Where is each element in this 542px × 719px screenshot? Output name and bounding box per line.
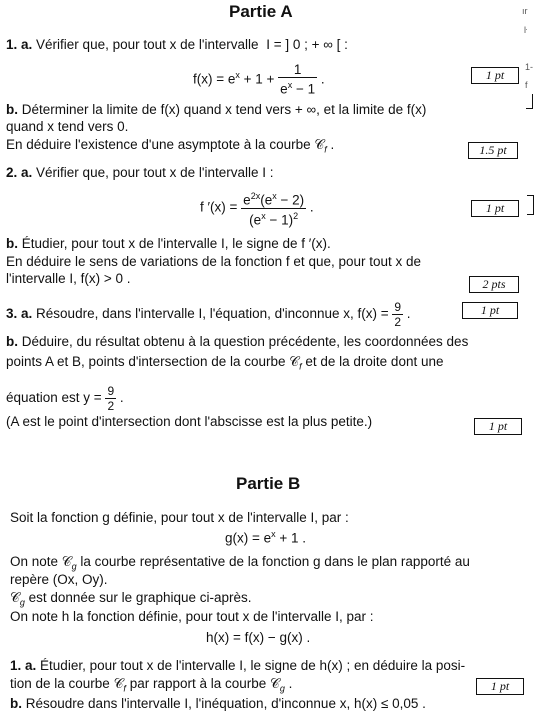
fraction-numerator: 9 <box>394 300 402 314</box>
question-text: Étudier, pour tout x de l'intervalle I, le signe de f ′(x). <box>21 236 331 251</box>
part-b-question-1a-line2: tion de la courbe 𝒞$_f$ par rapport à la courbe 𝒞$_g$ . <box>10 676 293 694</box>
fraction-numerator: 1 <box>278 63 317 78</box>
part-b-title: Partie B <box>236 474 301 493</box>
formula-part: − 1) <box>265 212 294 227</box>
formula-part: f ′(x) = <box>200 199 242 215</box>
question-text: Vérifier que, pour tout x de l'intervalle I : <box>36 165 274 180</box>
formula-h: h(x) = f(x) − g(x) . <box>206 630 311 645</box>
edge-fragment: f <box>525 80 528 90</box>
fraction-numerator: e <box>243 192 251 208</box>
question-number: 1. a. <box>6 37 33 52</box>
formula-part: + 1 + <box>239 71 279 87</box>
question-2b-line3: l'intervalle I, f(x) > 0 . <box>6 271 131 286</box>
question-number: 3. a. <box>6 306 33 322</box>
question-3b-line3: équation est y = $\frac{9}{2}$ . <box>6 384 124 413</box>
bracket-mark <box>526 94 533 109</box>
points-badge: 1 pt <box>474 418 522 435</box>
edge-fragment: ŀ <box>524 25 528 35</box>
question-text: points A et B, points d'intersection de la courbe 𝒞 <box>6 354 300 369</box>
formula-f: $f(x) = e^x + 1$ + $\frac{1}{e^x - 1}$ . <box>193 62 325 97</box>
question-3b-line1 <box>6 334 468 349</box>
interval-definition: I = ] 0 ; + ∞ [ : <box>266 37 348 52</box>
question-text: En déduire l'existence d'une asymptote à la courbe 𝒞 <box>6 137 325 152</box>
question-text: par rapport à la courbe 𝒞 <box>125 676 280 691</box>
fraction-denominator: 2 <box>107 399 115 413</box>
bracket-mark <box>527 195 534 215</box>
note-text: 𝒞 <box>10 590 20 605</box>
question-text: Étudier, pour tout x de l'intervalle I, le signe de h(x) ; en déduire la posi- <box>40 658 466 673</box>
part-b-note2: repère (Ox, Oy). <box>10 572 108 587</box>
part-b-note1: On note 𝒞$_g$ la courbe représentative de la fonction g dans le plan rapporté au <box>10 554 470 572</box>
note-text: la courbe représentative de la fonction g dans le plan rapporté au <box>76 554 470 569</box>
question-1b-line2: quand x tend vers 0. <box>6 119 129 134</box>
edge-fragment: ır <box>522 6 528 16</box>
fraction-denominator: e <box>280 81 288 97</box>
question-number: 2. a. <box>6 165 33 180</box>
question-text: Déterminer la limite de f(x) quand x tend vers + ∞, et la limite de f(x) <box>21 102 427 117</box>
question-2b-line1 <box>6 236 331 251</box>
question-number: b. <box>6 102 18 117</box>
note-text: est donnée sur le graphique ci-après. <box>24 590 252 605</box>
question-text: et de la droite dont une <box>301 354 444 369</box>
question-3b-line2: points A et B, points d'intersection de la courbe 𝒞$_f$ et de la droite dont une <box>6 354 444 372</box>
part-b-note3: 𝒞$_g$ est donnée sur le graphique ci-après. <box>10 590 252 608</box>
formula-part: − 1 <box>292 81 316 97</box>
question-text: Déduire, du résultat obtenu à la question précédente, les coordonnées des <box>21 334 469 349</box>
formula-part: g(x) = e <box>225 530 272 546</box>
question-text: équation est y = <box>6 390 106 406</box>
points-badge: 1.5 pt <box>468 142 518 159</box>
question-2a <box>6 165 274 180</box>
formula-part: (e <box>260 192 273 208</box>
points-badge: 2 pts <box>469 276 519 293</box>
question-text: Résoudre dans l'intervalle I, l'inéquation, d'inconnue x, h(x) ≤ 0,05 . <box>25 696 426 711</box>
points-badge: 1 pt <box>471 67 519 84</box>
formula-fprime: f ′(x) = $\frac{e^{2x}(e^x - 2)}{(e^x - 1)^2}$ . <box>200 191 314 227</box>
question-number: 1. a. <box>10 658 37 673</box>
part-b-note4: On note h la fonction définie, pour tout x de l'intervalle I, par : <box>10 609 374 624</box>
question-text: tion de la courbe 𝒞 <box>10 676 124 691</box>
question-number: b. <box>10 696 22 711</box>
question-3b-line4: (A est le point d'intersection dont l'abscisse est la plus petite.) <box>6 414 373 429</box>
question-text: Vérifier que, pour tout x de l'intervalle <box>36 37 259 52</box>
edge-fragment: 1- <box>525 62 534 72</box>
part-b-question-1b <box>10 696 426 711</box>
points-badge: 1 pt <box>471 200 519 217</box>
question-number: b. <box>6 334 18 349</box>
formula-part: + 1 . <box>275 530 307 546</box>
formula-g: $g(x) = e^x + 1$ . <box>225 529 307 546</box>
fraction-numerator: 9 <box>107 384 115 398</box>
fraction-denominator: 2 <box>394 315 402 329</box>
question-1b-line1 <box>6 102 426 117</box>
formula-part: − 2) <box>276 192 305 208</box>
question-text: Résoudre, dans l'intervalle I, l'équation, d'inconnue x, f(x) = <box>36 306 393 322</box>
part-a-title: Partie A <box>229 2 293 21</box>
question-3a: 3. a. Résoudre, dans l'intervalle I, l'équation, d'inconnue x, f(x) = $\frac{9}{2}$ . <box>6 300 411 329</box>
question-1a <box>6 37 348 52</box>
points-badge: 1 pt <box>476 678 524 695</box>
points-badge: 1 pt <box>462 302 518 319</box>
question-number: b. <box>6 236 18 251</box>
question-1b-line3: En déduire l'existence d'une asymptote à la courbe 𝒞$_f$ . <box>6 137 335 155</box>
formula-part: f(x) = e <box>193 71 236 87</box>
question-2b-line2: En déduire le sens de variations de la fonction f et que, pour tout x de <box>6 254 422 269</box>
note-text: On note 𝒞 <box>10 554 72 569</box>
part-b-question-1a-line1 <box>10 658 465 673</box>
fraction-denominator: (e <box>249 212 262 227</box>
part-b-intro: Soit la fonction g définie, pour tout x de l'intervalle I, par : <box>10 510 349 525</box>
